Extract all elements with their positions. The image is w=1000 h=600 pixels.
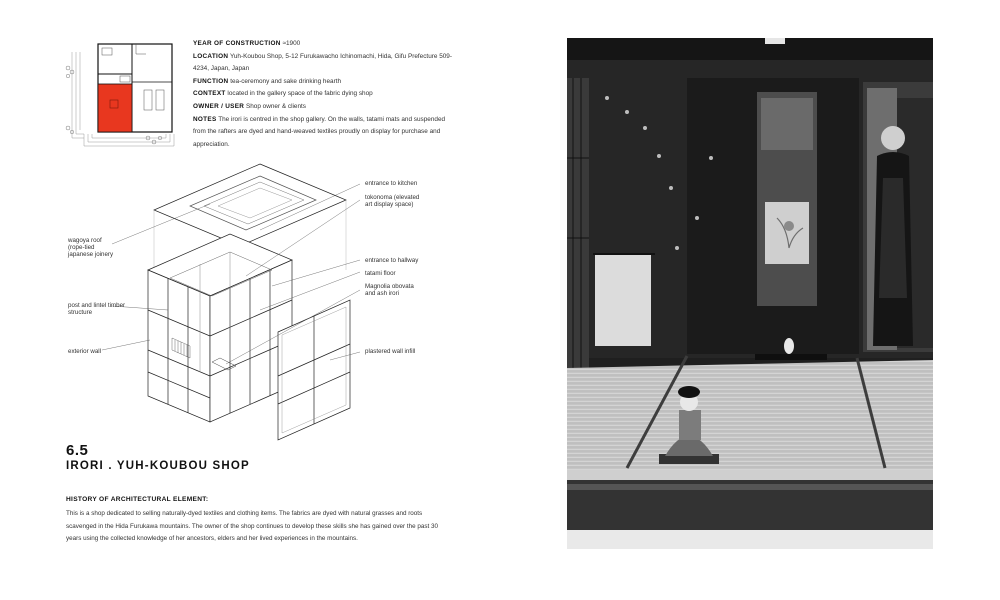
section-title: IRORI . YUH-KOUBOU SHOP: [66, 460, 250, 472]
callout-exterior-wall: exterior wall: [68, 348, 102, 355]
function-label: FUNCTION: [193, 77, 229, 85]
notes-label: NOTES: [193, 115, 217, 123]
function-value: tea-ceremony and sake drinking hearth: [230, 77, 342, 85]
location-label: LOCATION: [193, 52, 229, 60]
callout-post-lintel: post and lintel timber structure: [68, 302, 126, 317]
history-heading: HISTORY OF ARCHITECTURAL ELEMENT:: [66, 496, 209, 503]
owner-label: OWNER / USER: [193, 102, 245, 110]
context-value: located in the gallery space of the fabric dying shop: [227, 90, 373, 98]
callout-plastered-wall: plastered wall infill: [365, 348, 416, 355]
element-metadata: [193, 38, 458, 151]
context-label: CONTEXT: [193, 90, 226, 98]
notes-value: The irori is centred in the shop gallery. On the walls, tatami mats and suspended from the rafters are dyed and hand-weaved textiles proudly on display for purchase and appreciation.: [193, 115, 446, 148]
year-value: ≈1900: [282, 40, 301, 47]
callout-entrance-kitchen: entrance to kitchen: [365, 180, 418, 187]
callout-tokonoma: tokonoma (elevated art display space): [365, 194, 420, 209]
location-value: Yuh-Koubou Shop, 5-12 Furukawacho Ichinomachi, Hida, Gifu Prefecture 509-4234, Japan, Japan: [193, 52, 452, 73]
callout-magnolia-irori: Magnolia obovata and ash irori: [365, 283, 414, 298]
history-body: This is a shop dedicated to selling naturally-dyed textiles and clothing items. The fabrics are dyed with natural grasses and roots scavenged in the Hida Furukawa mountains. The owner of the shop continues to develop these skills she has gained over the past 30 years using the collected knowledge of her ancestors, elders and her lived experiences in the mountains.: [66, 510, 438, 542]
callout-wagoya-roof: wagoya roof (rope-tied japanese joinery: [68, 237, 114, 259]
roof-plane: [154, 164, 346, 246]
callout-entrance-hallway: entrance to hallway: [365, 257, 419, 264]
callout-tatami-floor: tatami floor: [365, 270, 396, 277]
timber-frame-cube: [148, 234, 292, 422]
section-number: 6.5: [66, 442, 89, 459]
owner-value: Shop owner & clients: [245, 102, 307, 110]
floor-plan-diagram: [62, 38, 184, 150]
irori-room-photo: [567, 38, 933, 549]
year-label: YEAR OF CONSTRUCTION: [193, 40, 281, 47]
